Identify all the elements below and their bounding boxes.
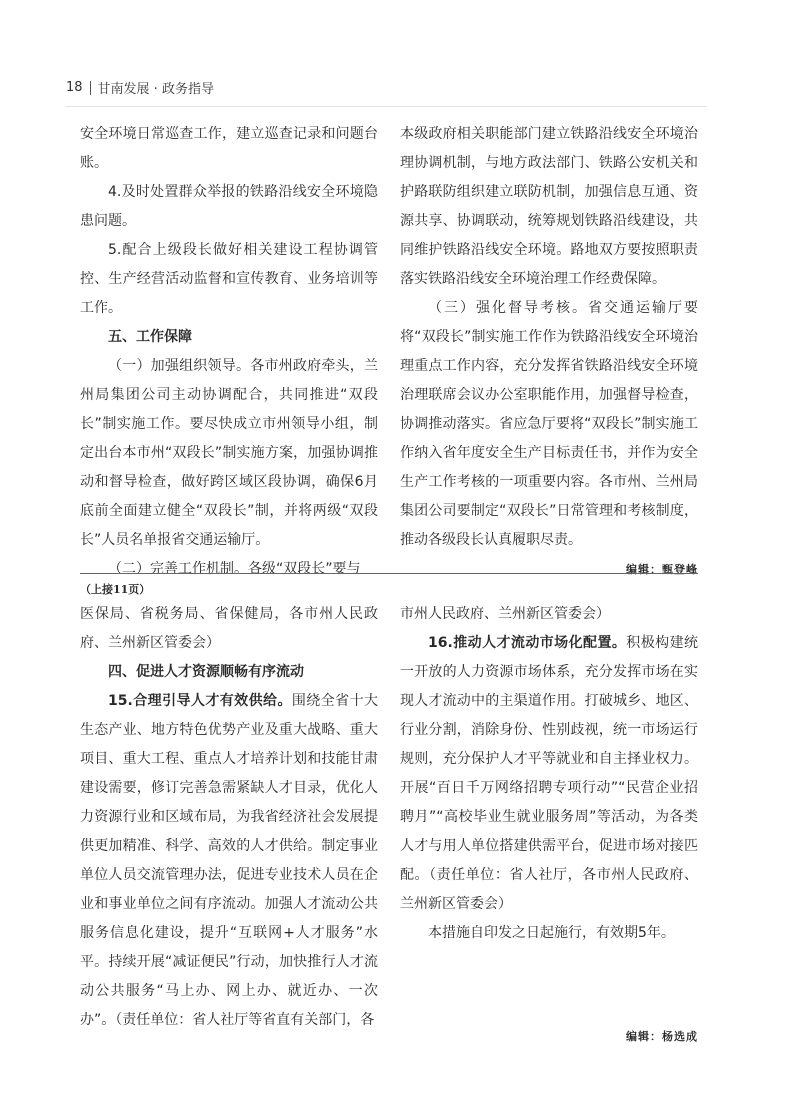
- paragraph: [400, 120, 698, 294]
- bottom-right-column: [400, 580, 698, 1044]
- paragraph-text: 本级政府相关职能部门建立铁路沿线安全环境治理协调机制，与地方政法部门、铁路公安机关和护路联防组织建立联防机制，加强信息互通、资源共享、协调联动，统筹规划铁路沿线建设，共同维护铁路沿线安全环境。路地双方要按照职责落实铁路沿线安全环境治理工作经费保障。: [400, 126, 698, 287]
- bottom-right-body: [400, 600, 698, 948]
- top-right-column: [400, 120, 698, 584]
- paragraph: [400, 629, 698, 919]
- section-heading: [80, 658, 378, 687]
- paragraph-text: 医保局、省税务局、省保健局，各市州人民政府、兰州新区管委会）: [80, 606, 378, 651]
- page-number: 18: [66, 80, 83, 95]
- paragraph-text: 五、工作保障: [108, 329, 192, 345]
- paragraph-text: 积极构建统一开放的人力资源市场体系，充分发挥市场在实现人才流动中的主渠道作用。打破城乡、地区、行业分割，消除身份、性别歧视，统一市场运行规则，充分保护人才平等就业和自主择业权力。开展“百日千万网络招聘专项行动”“民营企业招聘月”“高校毕业生就业服务周”等活动，为各类人才与用人单位搭建供需平台，促进市场对接匹配。（责任单位：省人社厅，各市州人民政府、兰州新区管委会）: [400, 635, 698, 912]
- paragraph-text: 5.配合上级段长做好相关建设工程协调管控、生产经营活动监督和宣传教育、业务培训等工作。: [80, 242, 378, 316]
- paragraph: [400, 919, 698, 948]
- paragraph: [80, 120, 378, 178]
- paragraph: [80, 687, 378, 1035]
- paragraph: [80, 178, 378, 236]
- continued-note: （上接11页）: [80, 583, 151, 596]
- paragraph-text: 围绕全省十大生态产业、地方特色优势产业及重大战略、重大项目、重大工程、重点人才培养计划和技能甘肃建设需要，修订完善急需紧缺人才目录，优化人力资源行业和区域布局，为我省经济社会发展提供更加精准、科学、高效的人才供给。制定事业单位人员交流管理办法，促进专业技术人员在企业和事业单位之间有序流动。加强人才流动公共服务信息化建设，提升“互联网+人才服务”水平。持续开展“减证便民”行动，加快推行人才流动公共服务“马上办、网上办、就近办、一次办”。（责任单位：省人社厅等省直有关部门，各: [80, 693, 378, 1028]
- paragraph-text: 4.及时处置群众举报的铁路沿线安全环境隐患问题。: [80, 184, 378, 229]
- article-top: [80, 120, 698, 584]
- paragraph-text: 市州人民政府、兰州新区管委会）: [400, 606, 610, 622]
- paragraph: [80, 600, 378, 658]
- bottom-left-body: [80, 600, 378, 1035]
- header-rule: [66, 106, 707, 107]
- section-heading: [80, 323, 378, 352]
- paragraph-text: （一）加强组织领导。各市州政府牵头，兰州局集团公司主动协调配合，共同推进“双段长”制实施工作。要尽快成立市州领导小组，制定出台本市州“双段长”制实施方案，加强协调推动和督导检查，做好跨区域区段协调，确保6月底前全面建立健全“双段长”制，并将两级“双段长”人员名单报省交通运输厅。: [80, 358, 378, 548]
- paragraph-lead: 15.合理引导人才有效供给。: [108, 693, 292, 709]
- article-divider: [80, 573, 698, 574]
- paragraph-text: （二）完善工作机制。各级“双段长”要与: [108, 561, 361, 577]
- header-separator: [90, 81, 91, 95]
- paragraph: [80, 352, 378, 555]
- article-bottom: [80, 580, 698, 1044]
- paragraph-text: 本措施自印发之日起施行，有效期5年。: [428, 925, 675, 941]
- paragraph-text: 安全环境日常巡查工作，建立巡查记录和问题台账。: [80, 126, 378, 171]
- paragraph: [400, 600, 698, 629]
- magazine-title: 甘南发展 · 政务指导: [97, 82, 214, 97]
- paragraph-lead: 16.推动人才流动市场化配置。: [428, 635, 627, 651]
- top-right-body: [400, 120, 698, 555]
- editor-credit-bottom: 编辑：杨选成: [626, 1030, 698, 1043]
- paragraph-text: （三）强化督导考核。省交通运输厅要将“双段长”制实施工作作为铁路沿线安全环境治理重点工作内容，充分发挥省铁路沿线安全环境治理联席会议办公室职能作用，加强督导检查，协调推动落实。省应急厅要将“双段长”制实施工作纳入省年度安全生产目标责任书，并作为安全生产工作考核的一项重要内容。各市州、兰州局集团公司要制定“双段长”日常管理和考核制度，推动各级段长认真履职尽责。: [400, 300, 698, 548]
- page-header: [66, 78, 214, 97]
- top-left-column: [80, 120, 378, 584]
- paragraph: [400, 294, 698, 555]
- paragraph: [80, 236, 378, 323]
- editor-credit-top: 编辑：甄登峰: [626, 563, 698, 576]
- bottom-left-column: [80, 580, 378, 1044]
- paragraph-text: 四、促进人才资源顺畅有序流动: [108, 664, 304, 680]
